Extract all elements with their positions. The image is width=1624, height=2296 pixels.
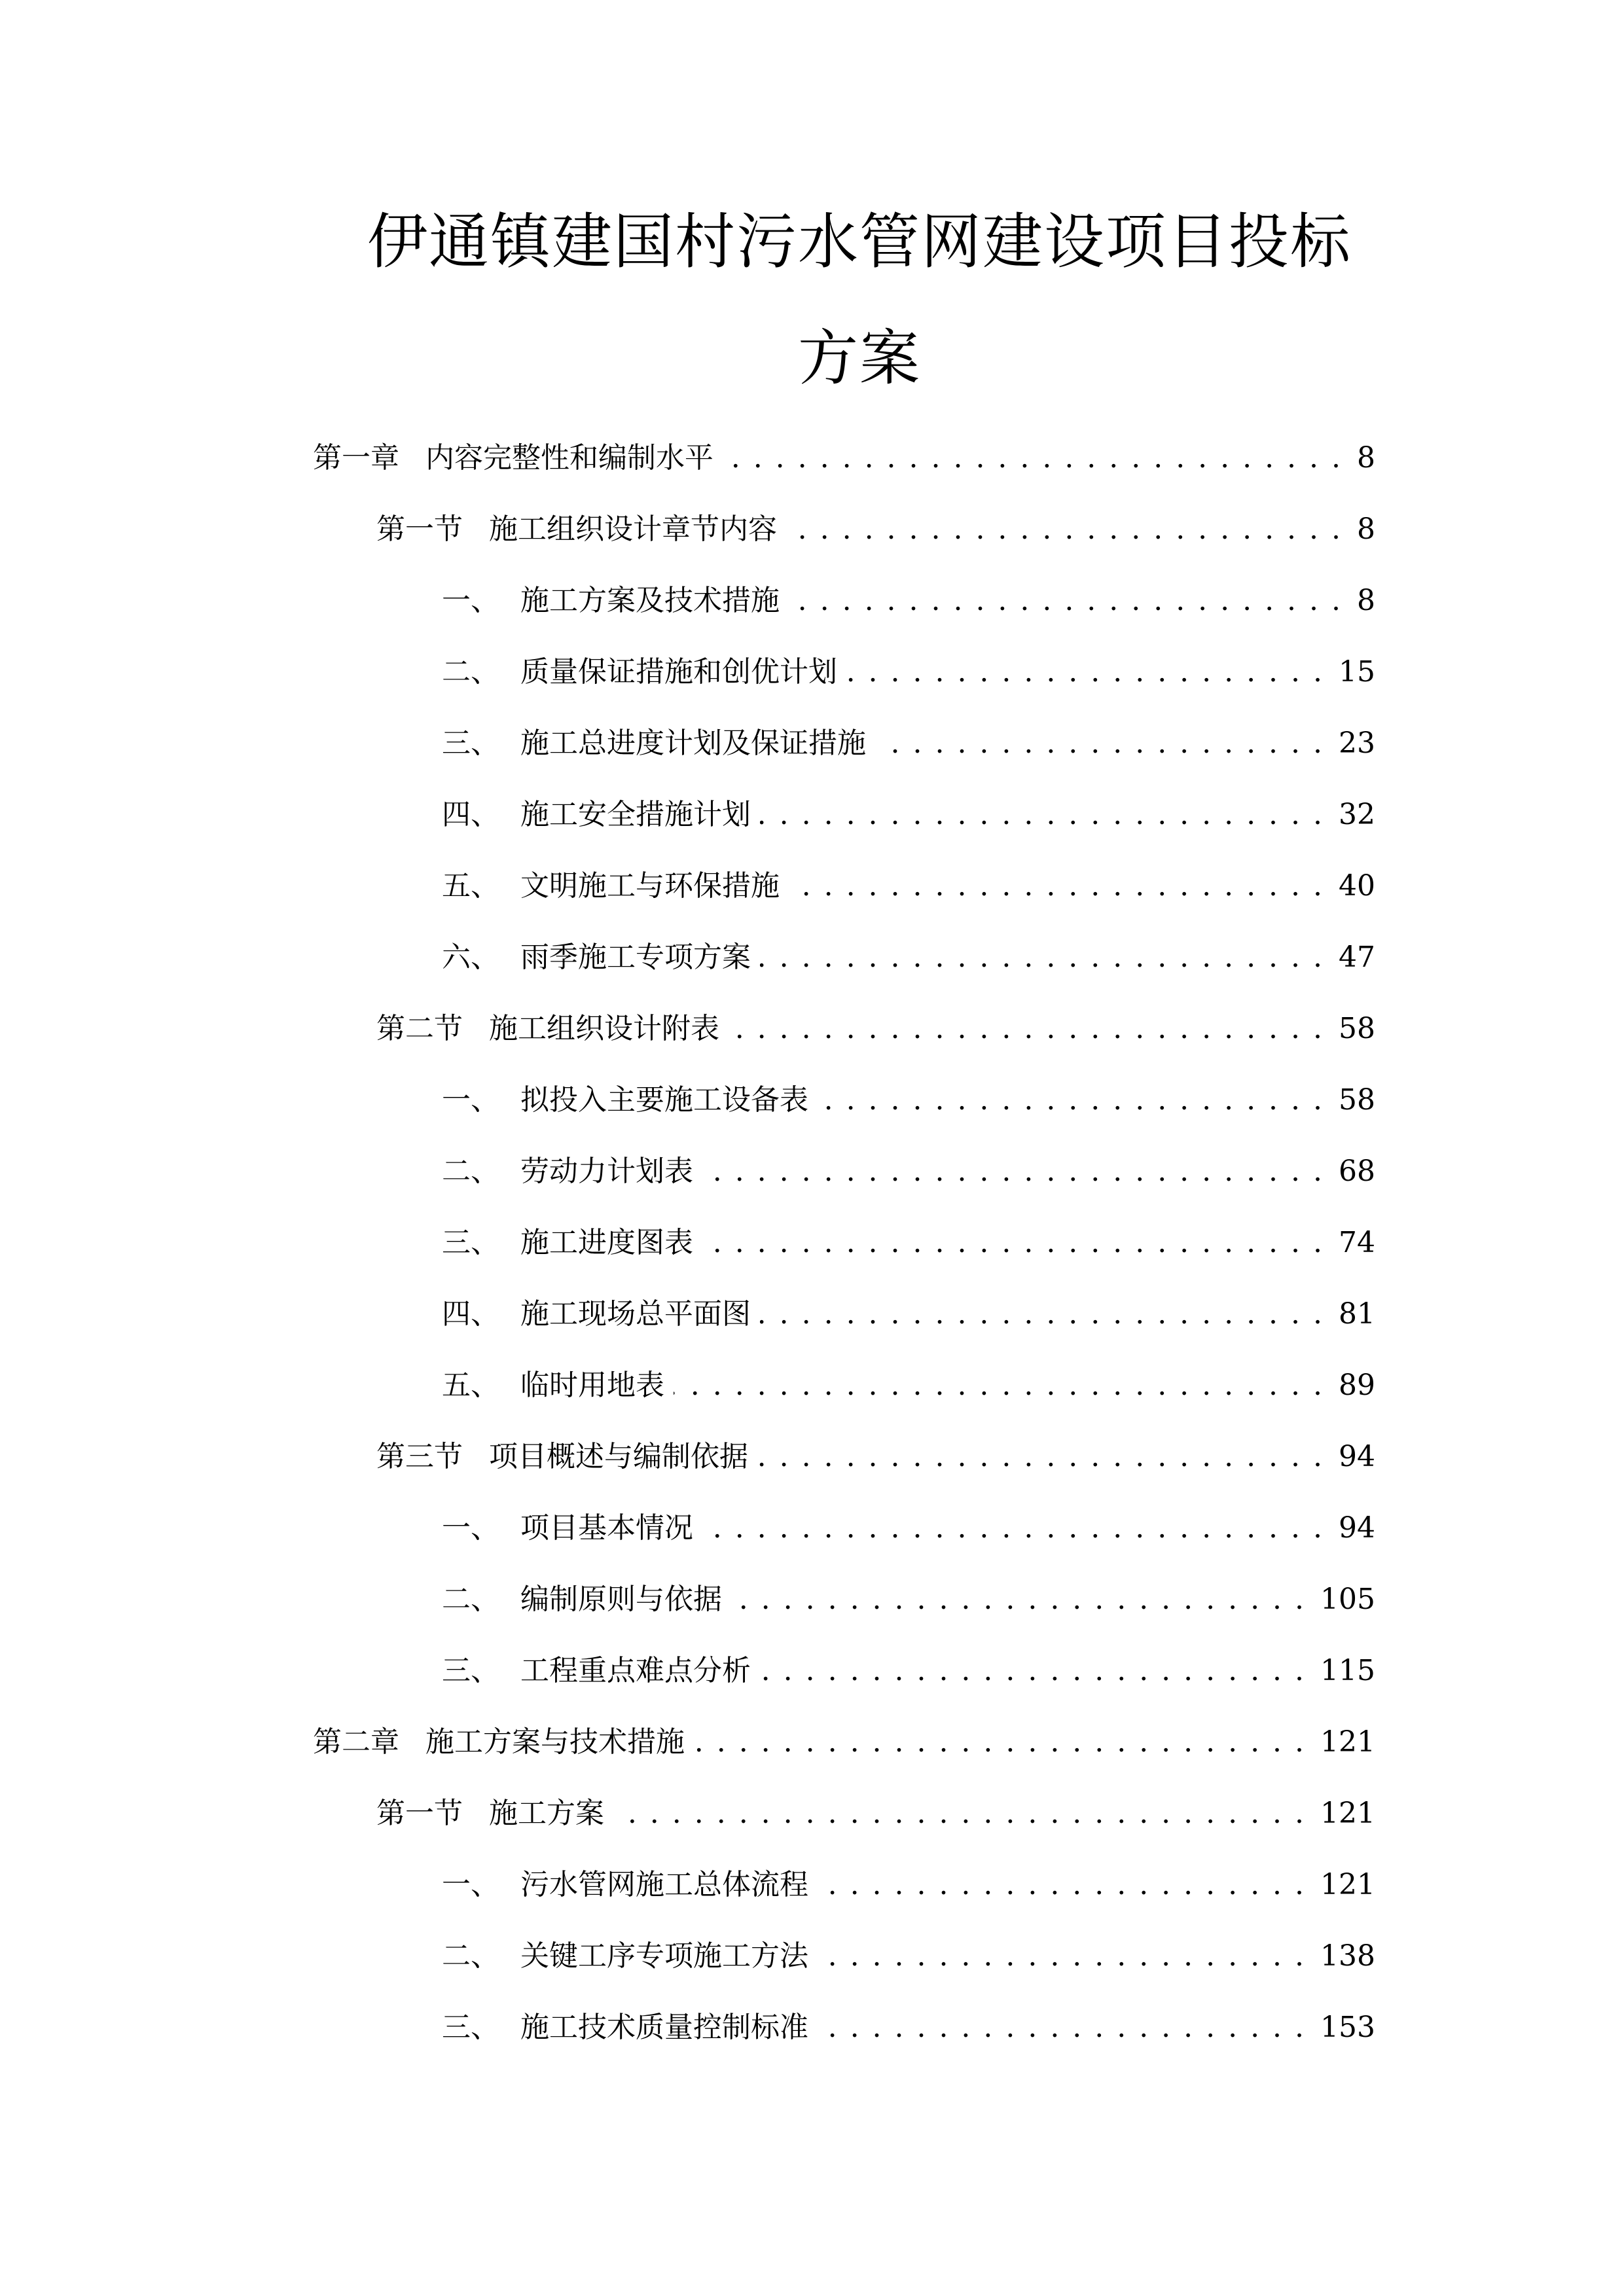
toc-item-entry[interactable] bbox=[442, 1645, 1375, 1697]
toc-entry-number: 二、 bbox=[442, 1155, 499, 1188]
toc-entry-number: 三、 bbox=[442, 2011, 499, 2044]
toc-leader-dots bbox=[760, 931, 1324, 984]
toc-entry-number: 四、 bbox=[442, 798, 499, 831]
toc-entry-page: 23 bbox=[1339, 726, 1375, 760]
toc-entry-page: 58 bbox=[1339, 1083, 1375, 1117]
toc-leader-dots bbox=[674, 1359, 1324, 1412]
toc-entry-page: 94 bbox=[1339, 1511, 1375, 1545]
toc-entry-page: 47 bbox=[1339, 941, 1375, 974]
toc-section-entry[interactable] bbox=[376, 503, 1375, 556]
toc-entry-page: 89 bbox=[1339, 1369, 1375, 1402]
toc-entry-page: 121 bbox=[1320, 1868, 1375, 1901]
toc-entry-number: 三、 bbox=[442, 726, 499, 760]
toc-leader-dots bbox=[723, 432, 1343, 484]
toc-entry-label: 施工方案及技术措施 bbox=[520, 584, 780, 617]
toc-entry-label: 施工技术质量控制标准 bbox=[520, 2011, 808, 2044]
toc-entry-number: 二、 bbox=[442, 655, 499, 689]
toc-item-entry[interactable] bbox=[442, 931, 1375, 984]
toc-entry-number: 四、 bbox=[442, 1297, 499, 1331]
document-title-line-2: 方案 bbox=[797, 323, 921, 393]
toc-entry-page: 74 bbox=[1339, 1226, 1375, 1259]
toc-entry-number: 二、 bbox=[442, 1583, 499, 1616]
toc-entry-page: 138 bbox=[1320, 1939, 1375, 1973]
toc-leader-dots bbox=[818, 2001, 1306, 2054]
toc-entry-page: 32 bbox=[1339, 798, 1375, 831]
toc-entry-number: 一、 bbox=[442, 1511, 499, 1545]
toc-entry-label: 内容完整性和编制水平 bbox=[425, 441, 713, 475]
toc-item-entry[interactable] bbox=[442, 1930, 1375, 1982]
table-of-contents bbox=[0, 432, 1624, 2081]
toc-entry-label: 施工方案与技术措施 bbox=[425, 1725, 685, 1759]
toc-item-entry[interactable] bbox=[442, 1288, 1375, 1340]
toc-leader-dots bbox=[846, 646, 1324, 698]
toc-leader-dots bbox=[818, 1930, 1306, 1982]
toc-entry-page: 121 bbox=[1320, 1725, 1375, 1759]
toc-entry-number: 第二章 bbox=[313, 1725, 399, 1759]
toc-chapter-entry[interactable] bbox=[313, 432, 1375, 484]
toc-entry-label: 施工组织设计章节内容 bbox=[489, 512, 777, 546]
toc-leader-dots bbox=[760, 789, 1324, 841]
document-title-line-1: 伊通镇建国村污水管网建设项目投标 bbox=[367, 207, 1352, 277]
toc-entry-page: 40 bbox=[1339, 869, 1375, 903]
toc-item-entry[interactable] bbox=[442, 1502, 1375, 1554]
toc-entry-number: 第一节 bbox=[376, 1797, 463, 1830]
toc-section-entry[interactable] bbox=[376, 1787, 1375, 1840]
toc-leader-dots bbox=[786, 503, 1343, 556]
toc-entry-label: 污水管网施工总体流程 bbox=[520, 1868, 808, 1901]
toc-entry-page: 105 bbox=[1320, 1583, 1375, 1616]
toc-entry-label: 施工进度图表 bbox=[520, 1226, 693, 1259]
toc-entry-number: 一、 bbox=[442, 1868, 499, 1901]
toc-item-entry[interactable] bbox=[442, 2001, 1375, 2054]
toc-entry-page: 153 bbox=[1320, 2011, 1375, 2044]
toc-entry-label: 编制原则与依据 bbox=[520, 1583, 722, 1616]
toc-leader-dots bbox=[760, 1288, 1324, 1340]
toc-entry-label: 雨季施工专项方案 bbox=[520, 941, 751, 974]
toc-entry-label: 临时用地表 bbox=[520, 1369, 664, 1402]
toc-section-entry[interactable] bbox=[376, 1003, 1375, 1055]
toc-entry-number: 第二节 bbox=[376, 1012, 463, 1045]
toc-entry-page: 121 bbox=[1320, 1797, 1375, 1830]
toc-entry-page: 58 bbox=[1339, 1012, 1375, 1045]
toc-leader-dots bbox=[757, 1431, 1324, 1483]
toc-entry-page: 81 bbox=[1339, 1297, 1375, 1331]
toc-leader-dots bbox=[694, 1716, 1306, 1768]
toc-item-entry[interactable] bbox=[442, 1074, 1375, 1126]
toc-leader-dots bbox=[613, 1787, 1306, 1840]
toc-entry-label: 施工总进度计划及保证措施 bbox=[520, 726, 866, 760]
toc-leader-dots bbox=[875, 717, 1324, 770]
toc-item-entry[interactable] bbox=[442, 1359, 1375, 1412]
toc-entry-number: 第一章 bbox=[313, 441, 399, 475]
toc-leader-dots bbox=[818, 1859, 1306, 1911]
toc-entry-label: 关键工序专项施工方法 bbox=[520, 1939, 808, 1973]
toc-entry-number: 六、 bbox=[442, 941, 499, 974]
toc-entry-number: 三、 bbox=[442, 1226, 499, 1259]
toc-leader-dots bbox=[702, 1145, 1324, 1198]
toc-entry-number: 一、 bbox=[442, 584, 499, 617]
toc-entry-label: 劳动力计划表 bbox=[520, 1155, 693, 1188]
toc-entry-page: 94 bbox=[1339, 1440, 1375, 1473]
toc-entry-page: 8 bbox=[1357, 584, 1375, 617]
toc-entry-number: 五、 bbox=[442, 869, 499, 903]
toc-entry-label: 质量保证措施和创优计划 bbox=[520, 655, 837, 689]
toc-entry-label: 文明施工与环保措施 bbox=[520, 869, 780, 903]
toc-item-entry[interactable] bbox=[442, 860, 1375, 912]
toc-entry-page: 115 bbox=[1320, 1654, 1375, 1687]
toc-entry-label: 施工现场总平面图 bbox=[520, 1297, 751, 1331]
toc-item-entry[interactable] bbox=[442, 717, 1375, 770]
toc-item-entry[interactable] bbox=[442, 1217, 1375, 1269]
toc-leader-dots bbox=[729, 1003, 1324, 1055]
toc-leader-dots bbox=[702, 1502, 1324, 1554]
toc-entry-label: 施工安全措施计划 bbox=[520, 798, 751, 831]
toc-entry-label: 工程重点难点分析 bbox=[520, 1654, 751, 1687]
toc-entry-page: 15 bbox=[1339, 655, 1375, 689]
toc-entry-number: 三、 bbox=[442, 1654, 499, 1687]
toc-leader-dots bbox=[760, 1645, 1306, 1697]
toc-leader-dots bbox=[789, 860, 1324, 912]
toc-entry-number: 一、 bbox=[442, 1083, 499, 1117]
toc-section-entry[interactable] bbox=[376, 1431, 1375, 1483]
toc-entry-label: 施工方案 bbox=[489, 1797, 604, 1830]
toc-entry-number: 第一节 bbox=[376, 512, 463, 546]
toc-item-entry[interactable] bbox=[442, 789, 1375, 841]
toc-entry-number: 二、 bbox=[442, 1939, 499, 1973]
toc-entry-label: 施工组织设计附表 bbox=[489, 1012, 719, 1045]
toc-leader-dots bbox=[789, 575, 1343, 627]
toc-entry-label: 项目基本情况 bbox=[520, 1511, 693, 1545]
toc-leader-dots bbox=[818, 1074, 1324, 1126]
toc-entry-page: 8 bbox=[1357, 512, 1375, 546]
toc-entry-label: 项目概述与编制依据 bbox=[489, 1440, 748, 1473]
toc-leader-dots bbox=[731, 1573, 1306, 1626]
toc-entry-label: 拟投入主要施工设备表 bbox=[520, 1083, 808, 1117]
toc-item-entry[interactable] bbox=[442, 1859, 1375, 1911]
toc-item-entry[interactable] bbox=[442, 1145, 1375, 1198]
toc-entry-number: 五、 bbox=[442, 1369, 499, 1402]
toc-entry-number: 第三节 bbox=[376, 1440, 463, 1473]
toc-leader-dots bbox=[702, 1217, 1324, 1269]
toc-entry-page: 68 bbox=[1339, 1155, 1375, 1188]
toc-item-entry[interactable] bbox=[442, 575, 1375, 627]
toc-entry-page: 8 bbox=[1357, 441, 1375, 475]
toc-item-entry[interactable] bbox=[442, 646, 1375, 698]
toc-chapter-entry[interactable] bbox=[313, 1716, 1375, 1768]
toc-item-entry[interactable] bbox=[442, 1573, 1375, 1626]
